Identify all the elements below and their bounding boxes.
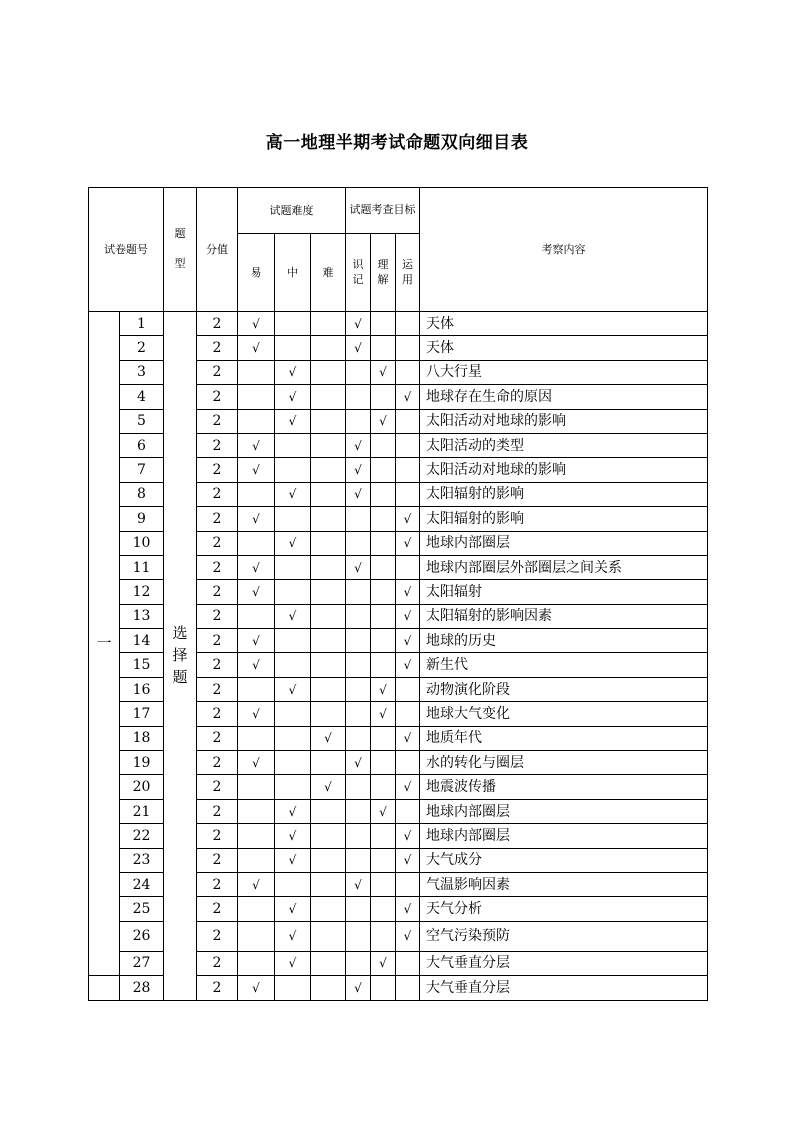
difficulty-check-cell (275, 336, 311, 360)
difficulty-check-cell (275, 726, 311, 750)
score-cell: 2 (197, 336, 238, 360)
difficulty-check-cell (275, 976, 311, 1000)
difficulty-check-cell: √ (238, 507, 275, 531)
question-number: 12 (120, 580, 164, 604)
difficulty-check-cell: √ (275, 951, 311, 975)
content-cell: 太阳活动的类型 (420, 433, 708, 457)
objective-check-cell: √ (346, 976, 371, 1000)
objective-check-cell: √ (346, 751, 371, 775)
difficulty-check-cell (311, 653, 346, 677)
difficulty-check-cell (311, 677, 346, 701)
question-number: 18 (120, 726, 164, 750)
difficulty-check-cell (238, 604, 275, 628)
objective-check-cell: √ (396, 629, 420, 653)
score-cell: 2 (197, 653, 238, 677)
objective-check-cell: √ (396, 507, 420, 531)
content-cell: 大气成分 (420, 848, 708, 872)
objective-check-cell (396, 799, 420, 823)
objective-check-cell (346, 897, 371, 921)
page-title: 高一地理半期考试命题双向细目表 (265, 133, 529, 153)
objective-check-cell (371, 555, 396, 579)
content-cell: 太阳活动对地球的影响 (420, 409, 708, 433)
objective-check-cell (346, 653, 371, 677)
difficulty-check-cell (275, 653, 311, 677)
objective-check-cell (346, 629, 371, 653)
difficulty-check-cell (311, 409, 346, 433)
difficulty-check-cell (311, 921, 346, 951)
difficulty-check-cell (311, 433, 346, 457)
objective-check-cell: √ (346, 482, 371, 506)
difficulty-check-cell: √ (275, 385, 311, 409)
question-number: 13 (120, 604, 164, 628)
objective-check-cell (371, 336, 396, 360)
content-cell: 地球大气变化 (420, 702, 708, 726)
difficulty-check-cell (238, 409, 275, 433)
question-number: 15 (120, 653, 164, 677)
objective-check-cell (346, 385, 371, 409)
difficulty-check-cell: √ (238, 653, 275, 677)
content-cell: 地质年代 (420, 726, 708, 750)
header-difficulty: 试题难度 (238, 188, 346, 234)
content-cell: 天体 (420, 312, 708, 336)
difficulty-check-cell (311, 872, 346, 896)
header-question-no: 试卷题号 (89, 188, 164, 312)
difficulty-check-cell: √ (238, 312, 275, 336)
objective-check-cell (346, 677, 371, 701)
objective-check-cell (371, 629, 396, 653)
objective-check-cell (346, 604, 371, 628)
difficulty-check-cell (275, 751, 311, 775)
question-number: 20 (120, 775, 164, 799)
content-cell: 天体 (420, 336, 708, 360)
objective-check-cell (396, 312, 420, 336)
header-score: 分值 (197, 188, 238, 312)
difficulty-check-cell: √ (275, 360, 311, 384)
difficulty-check-cell (311, 312, 346, 336)
objective-check-cell (346, 951, 371, 975)
objective-check-cell: √ (346, 555, 371, 579)
objective-check-cell: √ (346, 336, 371, 360)
objective-check-cell: √ (396, 580, 420, 604)
question-number: 10 (120, 531, 164, 555)
score-cell: 2 (197, 976, 238, 1000)
header-medium: 中 (275, 234, 311, 312)
content-cell: 太阳辐射的影响 (420, 482, 708, 506)
difficulty-check-cell: √ (238, 555, 275, 579)
question-number: 17 (120, 702, 164, 726)
difficulty-check-cell (238, 897, 275, 921)
objective-check-cell (396, 458, 420, 482)
objective-check-cell: √ (346, 433, 371, 457)
difficulty-check-cell (238, 799, 275, 823)
difficulty-check-cell (311, 336, 346, 360)
objective-check-cell (396, 555, 420, 579)
content-cell: 太阳辐射的影响 (420, 507, 708, 531)
header-recall-2: 记 (352, 272, 364, 286)
objective-check-cell (396, 336, 420, 360)
header-type-line2: 型 (174, 256, 186, 270)
difficulty-check-cell (238, 775, 275, 799)
header-understand-1: 理 (377, 257, 389, 271)
header-easy: 易 (238, 234, 275, 312)
difficulty-check-cell (311, 580, 346, 604)
difficulty-check-cell (311, 385, 346, 409)
difficulty-check-cell (311, 629, 346, 653)
objective-check-cell (396, 951, 420, 975)
header-objective: 试题考查目标 (346, 188, 420, 234)
question-number: 8 (120, 482, 164, 506)
objective-check-cell (346, 507, 371, 531)
question-number: 28 (120, 976, 164, 1000)
difficulty-check-cell: √ (275, 897, 311, 921)
difficulty-check-cell (275, 555, 311, 579)
score-cell: 2 (197, 531, 238, 555)
objective-check-cell (371, 897, 396, 921)
objective-check-cell (371, 604, 396, 628)
question-number: 25 (120, 897, 164, 921)
header-apply-1: 运 (402, 257, 413, 271)
objective-check-cell: √ (346, 872, 371, 896)
objective-check-cell (396, 409, 420, 433)
content-cell: 八大行星 (420, 360, 708, 384)
difficulty-check-cell (311, 482, 346, 506)
difficulty-check-cell: √ (238, 629, 275, 653)
objective-check-cell: √ (371, 409, 396, 433)
difficulty-check-cell: √ (275, 482, 311, 506)
header-content: 考察内容 (420, 188, 708, 312)
content-cell: 大气垂直分层 (420, 951, 708, 975)
difficulty-check-cell (311, 702, 346, 726)
question-number: 26 (120, 921, 164, 951)
objective-check-cell: √ (396, 726, 420, 750)
score-cell: 2 (197, 507, 238, 531)
objective-check-cell (396, 482, 420, 506)
content-cell: 太阳活动对地球的影响 (420, 458, 708, 482)
objective-check-cell: √ (371, 951, 396, 975)
difficulty-check-cell: √ (275, 604, 311, 628)
table-row (89, 312, 708, 336)
header-recall (346, 234, 371, 312)
objective-check-cell (371, 824, 396, 848)
difficulty-check-cell (238, 360, 275, 384)
difficulty-check-cell (311, 507, 346, 531)
objective-check-cell (346, 921, 371, 951)
question-number: 19 (120, 751, 164, 775)
difficulty-check-cell (311, 799, 346, 823)
difficulty-check-cell (275, 433, 311, 457)
header-type (164, 188, 197, 312)
objective-check-cell (371, 507, 396, 531)
difficulty-check-cell: √ (311, 775, 346, 799)
objective-check-cell (396, 751, 420, 775)
score-cell: 2 (197, 604, 238, 628)
score-cell: 2 (197, 848, 238, 872)
score-cell: 2 (197, 702, 238, 726)
objective-check-cell (371, 921, 396, 951)
score-cell: 2 (197, 629, 238, 653)
spec-table (88, 187, 708, 1001)
score-cell: 2 (197, 385, 238, 409)
difficulty-check-cell (311, 360, 346, 384)
objective-check-cell: √ (396, 897, 420, 921)
question-number: 14 (120, 629, 164, 653)
content-cell: 动物演化阶段 (420, 677, 708, 701)
content-cell: 地震波传播 (420, 775, 708, 799)
content-cell: 天气分析 (420, 897, 708, 921)
score-cell: 2 (197, 872, 238, 896)
content-cell: 地球的历史 (420, 629, 708, 653)
score-cell: 2 (197, 897, 238, 921)
difficulty-check-cell: √ (275, 677, 311, 701)
content-cell: 新生代 (420, 653, 708, 677)
content-cell: 大气垂直分层 (420, 976, 708, 1000)
objective-check-cell (371, 531, 396, 555)
difficulty-check-cell: √ (311, 726, 346, 750)
score-cell: 2 (197, 555, 238, 579)
objective-check-cell (371, 872, 396, 896)
difficulty-check-cell (238, 951, 275, 975)
question-number: 22 (120, 824, 164, 848)
question-number: 9 (120, 507, 164, 531)
difficulty-check-cell (275, 702, 311, 726)
score-cell: 2 (197, 312, 238, 336)
objective-check-cell (371, 848, 396, 872)
objective-check-cell: √ (371, 677, 396, 701)
difficulty-check-cell (275, 629, 311, 653)
objective-check-cell (371, 482, 396, 506)
difficulty-check-cell (311, 555, 346, 579)
content-cell: 地球存在生命的原因 (420, 385, 708, 409)
content-cell: 太阳辐射的影响因素 (420, 604, 708, 628)
difficulty-check-cell (275, 775, 311, 799)
difficulty-check-cell (311, 604, 346, 628)
difficulty-check-cell: √ (238, 976, 275, 1000)
content-cell: 地球内部圈层 (420, 799, 708, 823)
question-number: 24 (120, 872, 164, 896)
difficulty-check-cell (275, 872, 311, 896)
objective-check-cell: √ (346, 312, 371, 336)
difficulty-check-cell: √ (238, 433, 275, 457)
header-apply-2: 用 (402, 272, 413, 286)
objective-check-cell (396, 360, 420, 384)
objective-check-cell: √ (371, 799, 396, 823)
header-recall-1: 识 (352, 257, 364, 271)
header-understand (371, 234, 396, 312)
difficulty-check-cell (311, 976, 346, 1000)
objective-check-cell (346, 824, 371, 848)
score-cell: 2 (197, 951, 238, 975)
score-cell: 2 (197, 824, 238, 848)
difficulty-check-cell (238, 385, 275, 409)
difficulty-check-cell: √ (238, 872, 275, 896)
score-cell: 2 (197, 409, 238, 433)
question-number: 3 (120, 360, 164, 384)
objective-check-cell (396, 433, 420, 457)
difficulty-check-cell (275, 312, 311, 336)
question-number: 6 (120, 433, 164, 457)
content-cell: 地球内部圈层 (420, 824, 708, 848)
difficulty-check-cell: √ (238, 580, 275, 604)
objective-check-cell (371, 458, 396, 482)
question-number: 21 (120, 799, 164, 823)
difficulty-check-cell: √ (275, 799, 311, 823)
header-apply (396, 234, 420, 312)
difficulty-check-cell: √ (238, 336, 275, 360)
objective-check-cell (396, 677, 420, 701)
objective-check-cell (371, 726, 396, 750)
difficulty-check-cell (311, 824, 346, 848)
section-label: 一 (89, 312, 120, 976)
objective-check-cell (371, 976, 396, 1000)
question-number: 1 (120, 312, 164, 336)
objective-check-cell (371, 653, 396, 677)
table-body (89, 312, 708, 1001)
objective-check-cell: √ (396, 824, 420, 848)
difficulty-check-cell (238, 677, 275, 701)
question-number: 2 (120, 336, 164, 360)
objective-check-cell (371, 580, 396, 604)
difficulty-check-cell (238, 921, 275, 951)
objective-check-cell (346, 360, 371, 384)
difficulty-check-cell (311, 751, 346, 775)
difficulty-check-cell: √ (275, 921, 311, 951)
difficulty-check-cell: √ (238, 458, 275, 482)
objective-check-cell (346, 848, 371, 872)
objective-check-cell: √ (396, 531, 420, 555)
difficulty-check-cell: √ (238, 702, 275, 726)
objective-check-cell: √ (396, 921, 420, 951)
score-cell: 2 (197, 433, 238, 457)
objective-check-cell (396, 872, 420, 896)
difficulty-check-cell (311, 458, 346, 482)
difficulty-check-cell: √ (238, 751, 275, 775)
score-cell: 2 (197, 726, 238, 750)
content-cell: 气温影响因素 (420, 872, 708, 896)
objective-check-cell (346, 531, 371, 555)
question-number: 11 (120, 555, 164, 579)
content-cell: 地球内部圈层外部圈层之间关系 (420, 555, 708, 579)
difficulty-check-cell (275, 458, 311, 482)
difficulty-check-cell (311, 951, 346, 975)
objective-check-cell: √ (396, 653, 420, 677)
objective-check-cell (371, 433, 396, 457)
score-cell: 2 (197, 921, 238, 951)
objective-check-cell: √ (396, 604, 420, 628)
header-hard: 难 (311, 234, 346, 312)
objective-check-cell (346, 409, 371, 433)
difficulty-check-cell: √ (275, 531, 311, 555)
score-cell: 2 (197, 775, 238, 799)
difficulty-check-cell (311, 848, 346, 872)
objective-check-cell: √ (346, 458, 371, 482)
difficulty-check-cell (311, 897, 346, 921)
question-number: 16 (120, 677, 164, 701)
difficulty-check-cell: √ (275, 848, 311, 872)
content-cell: 地球内部圈层 (420, 531, 708, 555)
objective-check-cell: √ (371, 702, 396, 726)
score-cell: 2 (197, 580, 238, 604)
score-cell: 2 (197, 677, 238, 701)
score-cell: 2 (197, 751, 238, 775)
objective-check-cell (371, 312, 396, 336)
objective-check-cell (396, 702, 420, 726)
objective-check-cell (346, 775, 371, 799)
question-number: 4 (120, 385, 164, 409)
question-number: 27 (120, 951, 164, 975)
difficulty-check-cell (275, 507, 311, 531)
difficulty-check-cell (238, 482, 275, 506)
difficulty-check-cell (275, 580, 311, 604)
difficulty-check-cell: √ (275, 409, 311, 433)
objective-check-cell (346, 799, 371, 823)
score-cell: 2 (197, 458, 238, 482)
difficulty-check-cell (238, 824, 275, 848)
score-cell: 2 (197, 799, 238, 823)
objective-check-cell: √ (371, 360, 396, 384)
question-number: 7 (120, 458, 164, 482)
question-type-label: 选择题 (164, 312, 197, 1001)
objective-check-cell (396, 976, 420, 1000)
difficulty-check-cell: √ (275, 824, 311, 848)
content-cell: 水的转化与圈层 (420, 751, 708, 775)
objective-check-cell (371, 775, 396, 799)
score-cell: 2 (197, 482, 238, 506)
question-number: 5 (120, 409, 164, 433)
question-number: 23 (120, 848, 164, 872)
difficulty-check-cell (238, 848, 275, 872)
objective-check-cell: √ (396, 385, 420, 409)
difficulty-check-cell (238, 726, 275, 750)
objective-check-cell: √ (396, 775, 420, 799)
difficulty-check-cell (238, 531, 275, 555)
difficulty-check-cell (311, 531, 346, 555)
objective-check-cell (346, 726, 371, 750)
objective-check-cell (346, 702, 371, 726)
content-cell: 太阳辐射 (420, 580, 708, 604)
score-cell: 2 (197, 360, 238, 384)
header-type-line1: 题 (174, 227, 186, 241)
objective-check-cell: √ (396, 848, 420, 872)
objective-check-cell (346, 580, 371, 604)
content-cell: 空气污染预防 (420, 921, 708, 951)
objective-check-cell (371, 385, 396, 409)
header-understand-2: 解 (377, 272, 389, 286)
objective-check-cell (371, 751, 396, 775)
section-label-cell (89, 976, 120, 1000)
